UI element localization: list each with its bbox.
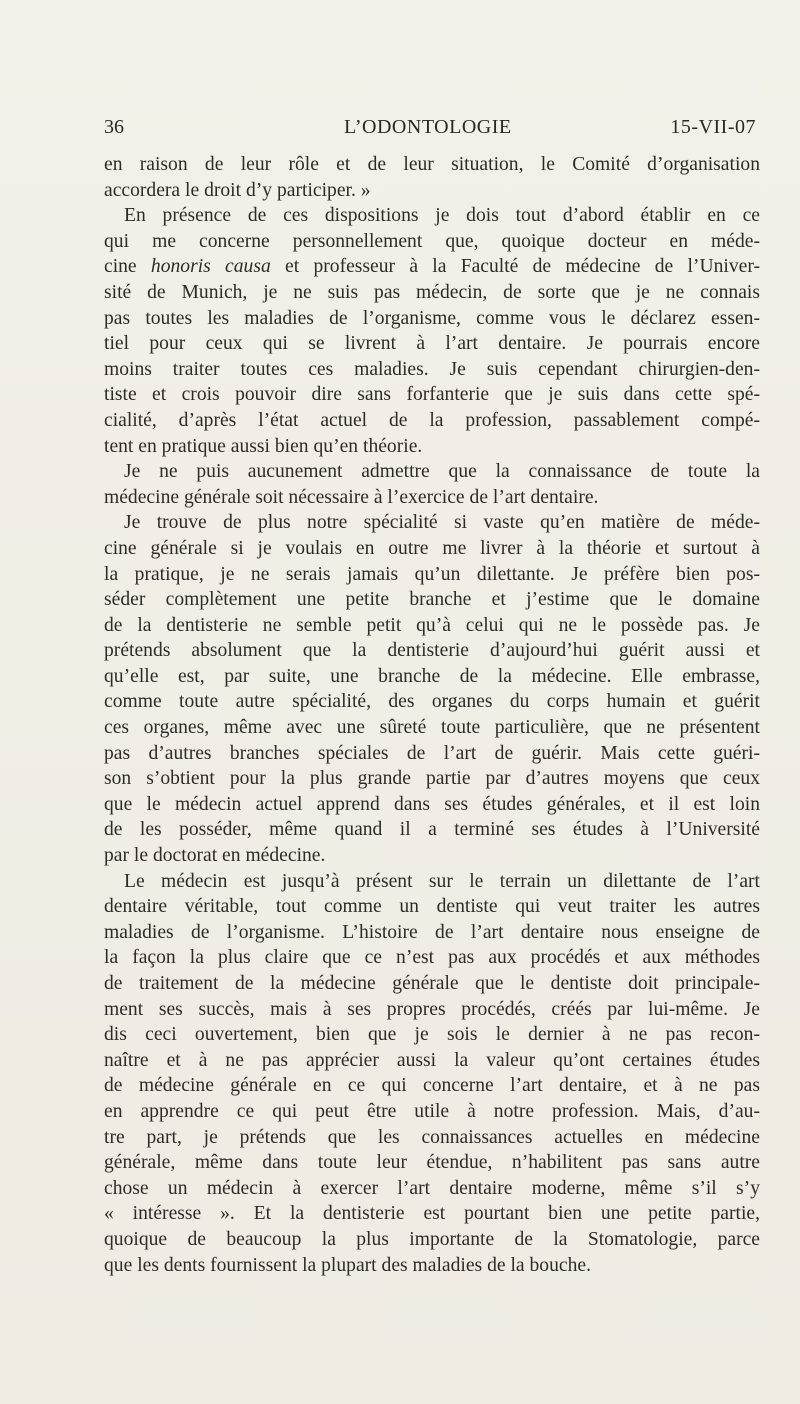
text-line: la façon la plus claire que ce n’est pas aux procédés et aux méthodes [104, 947, 760, 969]
text-line: prétends absolument que la dentisterie d’aujourd’hui guérit aussi et [104, 640, 760, 662]
text-line: tiste et crois pouvoir dire sans forfanterie que je suis dans cette spé- [104, 384, 760, 406]
text-line: qu’elle est, par suite, une branche de la médecine. Elle embrasse, [104, 665, 760, 687]
text-line: que le médecin actuel apprend dans ses études générales, et il est loin [104, 793, 760, 815]
page-header [104, 116, 756, 144]
text-line: tent en pratique aussi bien qu’en théorie. [104, 435, 423, 457]
page-number: 36 [104, 116, 124, 138]
text-line: Je trouve de plus notre spécialité si vaste qu’en matière de méde- [124, 512, 760, 534]
text-line: comme toute autre spécialité, des organes du corps humain et guérit [104, 691, 760, 713]
text-segment: cine [104, 256, 151, 278]
text-segment: et professeur à la Faculté de médecine de l’Univer- [270, 256, 760, 278]
text-line: son s’obtient pour la plus grande partie par d’autres moyens que ceux [104, 768, 760, 790]
body-text [104, 152, 760, 1278]
text-line: En présence de ces dispositions je dois tout d’abord établir en ce [124, 205, 760, 227]
text-line: accordera le droit d’y participer. » [104, 179, 371, 201]
text-line: en apprendre ce qui peut être utile à notre profession. Mais, d’au- [104, 1100, 760, 1122]
text-line: par le doctorat en médecine. [104, 845, 326, 867]
text-line: sité de Munich, je ne suis pas médecin, de sorte que je ne connais [104, 281, 760, 303]
text-line: moins traiter toutes ces maladies. Je suis cependant chirurgien-den- [104, 358, 760, 380]
issue-date: 15-VII-07 [670, 116, 756, 138]
text-line: Le médecin est jusqu’à présent sur le terrain un dilettante de l’art [124, 870, 760, 892]
text-line: cialité, d’après l’état actuel de la profession, passablement compé- [104, 409, 760, 431]
text-line: naître et à ne pas apprécier aussi la valeur qu’ont certaines études [104, 1049, 760, 1071]
text-line: « intéresse ». Et la dentisterie est pourtant bien une petite partie, [104, 1203, 760, 1225]
text-line: que les dents fournissent la plupart des maladies de la bouche. [104, 1254, 591, 1276]
running-title: L’ODONTOLOGIE [344, 116, 512, 138]
text-line: dentaire véritable, tout comme un dentiste qui veut traiter les autres [104, 896, 760, 918]
text-line: en raison de leur rôle et de leur situation, le Comité d’organisation [104, 154, 760, 175]
text-line: médecine générale soit nécessaire à l’exercice de l’art dentaire. [104, 486, 599, 508]
text-line: de médecine générale en ce qui concerne l’art dentaire, et à ne pas [104, 1075, 760, 1097]
text-line: tre part, je prétends que les connaissances actuelles en médecine [104, 1126, 760, 1148]
text-line: la pratique, je ne serais jamais qu’un dilettante. Je préfère bien pos- [104, 563, 760, 585]
text-line: générale, même dans toute leur étendue, n’habilitent pas sans autre [104, 1152, 760, 1174]
italic-phrase: honoris causa [150, 256, 271, 278]
text-line: dis ceci ouvertement, bien que je sois le dernier à ne pas recon- [104, 1024, 760, 1046]
text-line: maladies de l’organisme. L’histoire de l’art dentaire nous enseigne de [104, 921, 760, 943]
text-line: ces organes, même avec une sûreté toute particulière, que ne présentent [104, 717, 760, 739]
text-line: de traitement de la médecine générale que le dentiste doit principale- [104, 973, 760, 994]
text-line: qui me concerne personnellement que, quoique docteur en méde- [104, 230, 760, 252]
text-line: de la dentisterie ne semble petit qu’à celui qui ne le possède pas. Je [104, 614, 760, 636]
text-line: ment ses succès, mais à ses propres procédés, créés par lui-même. Je [104, 998, 760, 1020]
text-line: chose un médecin à exercer l’art dentaire moderne, même s’il s’y [104, 1177, 760, 1199]
text-line: Je ne puis aucunement admettre que la connaissance de toute la [124, 461, 760, 483]
text-line: pas d’autres branches spéciales de l’art de guérir. Mais cette guéri- [104, 742, 760, 764]
text-line: cine générale si je voulais en outre me livrer à la théorie et surtout à [104, 537, 760, 559]
text-line: de les posséder, même quand il a terminé ses études à l’Université [104, 819, 760, 841]
text-line: pas toutes les maladies de l’organisme, comme vous le déclarez essen- [104, 307, 760, 329]
text-line: tiel pour ceux qui se livrent à l’art dentaire. Je pourrais encore [104, 333, 760, 355]
text-line: quoique de beaucoup la plus importante de la Stomatologie, parce [104, 1228, 760, 1250]
text-line: séder complètement une petite branche et j’estime que le domaine [104, 589, 760, 611]
text-line [104, 254, 760, 280]
